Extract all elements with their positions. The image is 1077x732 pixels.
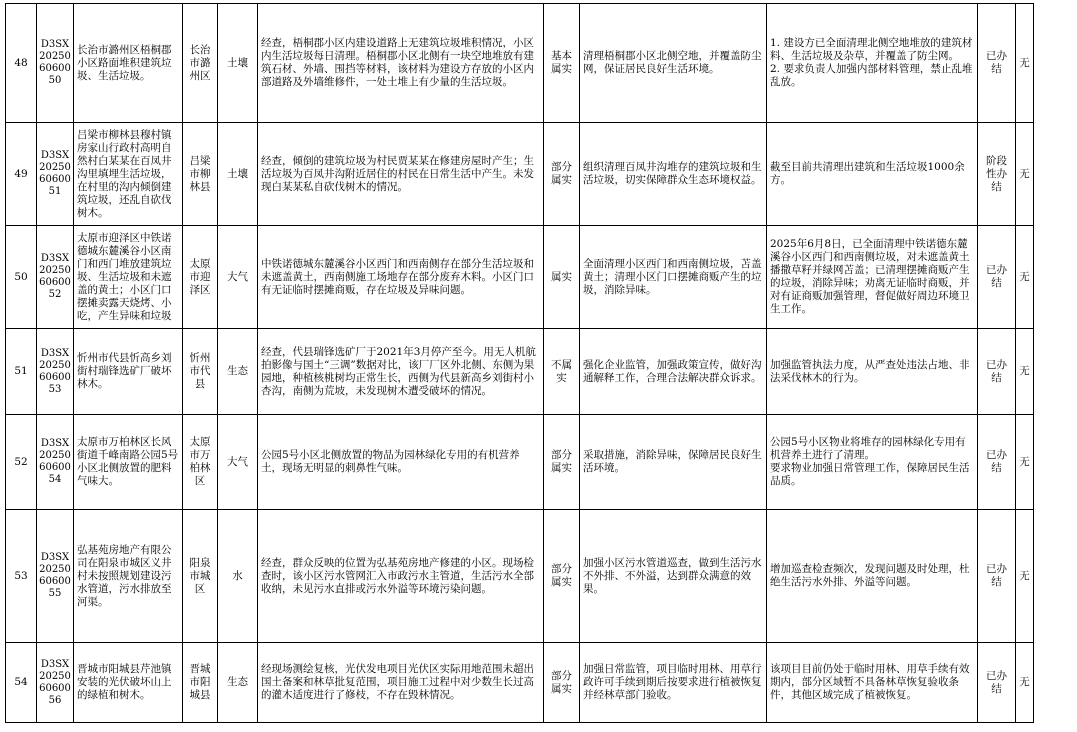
pollution-type-cell: 土壤	[218, 123, 258, 226]
case-code-cell: D3SX202506060053	[37, 329, 74, 415]
case-table	[5, 3, 1034, 723]
district-cell: 长治市潞州区	[183, 4, 218, 123]
complaint-content-cell: 弘基苑房地产有限公司在阳泉市城区义井村未按照规划建设污水管道，污水排放至河渠。	[74, 510, 183, 643]
case-number-cell: 51	[6, 329, 37, 415]
rectification-progress-cell: 加强监管执法力度，从严查处违法占地、非法采伐林木的行为。	[767, 329, 978, 415]
status-cell: 已办结	[978, 4, 1016, 123]
case-number-cell: 50	[6, 226, 37, 329]
case-number-cell: 52	[6, 415, 37, 510]
district-cell: 太原市迎泽区	[183, 226, 218, 329]
rectification-measure-cell: 强化企业监管，加强政策宣传，做好沟通解释工作，合理合法解决群众诉求。	[580, 329, 767, 415]
district-cell: 忻州市代县	[183, 329, 218, 415]
case-code-cell: D3SX202506060052	[37, 226, 74, 329]
case-code-cell: D3SX202506060054	[37, 415, 74, 510]
pollution-type-cell: 大气	[218, 415, 258, 510]
case-number-cell: 48	[6, 4, 37, 123]
complaint-content-cell: 太原市万柏林区长风街道千峰南路公园5号小区北侧放置的肥料气味大。	[74, 415, 183, 510]
case-code-cell: D3SX202506060055	[37, 510, 74, 643]
verdict-cell: 部分属实	[544, 510, 580, 643]
complaint-content-cell: 吕梁市柳林县穆村镇房家山行政村高明自然村白某某在百凤井沟里填埋生活垃圾，在村里的沟内倾倒建筑垃圾，还乱自砍伐树木。	[74, 123, 183, 226]
table-body	[6, 4, 1034, 723]
accountability-cell: 无	[1016, 123, 1034, 226]
verdict-cell: 属实	[544, 226, 580, 329]
rectification-progress-cell: 增加巡查检查频次，发现问题及时处理，杜绝生活污水外排、外溢等问题。	[767, 510, 978, 643]
accountability-cell: 无	[1016, 415, 1034, 510]
case-number-cell: 49	[6, 123, 37, 226]
investigation-finding-cell: 经现场测绘复核，光伏发电项目光伏区实际用地范围未超出国土备案和林草批复范围，项目施工过程中对少数生长过高的灌木适度进行了修枝，不存在毁林情况。	[258, 643, 544, 723]
table-row	[6, 510, 1034, 643]
status-cell: 已办结	[978, 226, 1016, 329]
district-cell: 吕梁市柳林县	[183, 123, 218, 226]
case-code-cell: D3SX202506060050	[37, 4, 74, 123]
investigation-finding-cell: 中铁诺德城东麓溪谷小区西门和西南侧存在部分生活垃圾和未遮盖黄土，西南侧施工场地存在部分废弃木料。小区门口有无证临时摆摊商贩，存在垃圾及异味问题。	[258, 226, 544, 329]
accountability-cell: 无	[1016, 510, 1034, 643]
accountability-cell: 无	[1016, 4, 1034, 123]
rectification-progress-cell: 2025年6月8日，已全面清理中铁诺德东麓溪谷小区西门和西南侧垃圾，对未遮盖黄土播撒草籽并绿网苫盖；已清理摆摊商贩产生的垃圾，消除异味；劝离无证临时商贩，并对有证商贩加强管理，督促做好周边环境卫生工作。	[767, 226, 978, 329]
verdict-cell: 基本属实	[544, 4, 580, 123]
pollution-type-cell: 大气	[218, 226, 258, 329]
rectification-progress-cell: 截至目前共清理出建筑和生活垃圾1000余方。	[767, 123, 978, 226]
status-cell: 已办结	[978, 415, 1016, 510]
rectification-measure-cell: 清理梧桐郡小区北侧空地，并覆盖防尘网，保证居民良好生活环境。	[580, 4, 767, 123]
table-row	[6, 4, 1034, 123]
rectification-measure-cell: 采取措施，消除异味，保障居民良好生活环境。	[580, 415, 767, 510]
district-cell: 晋城市阳城县	[183, 643, 218, 723]
verdict-cell: 不属实	[544, 329, 580, 415]
status-cell: 已办结	[978, 329, 1016, 415]
case-code-cell: D3SX202506060051	[37, 123, 74, 226]
district-cell: 阳泉市城区	[183, 510, 218, 643]
table-row	[6, 329, 1034, 415]
rectification-measure-cell: 全面清理小区西门和西南侧垃圾，苫盖黄土；清理小区门口摆摊商贩产生的垃圾，消除异味。	[580, 226, 767, 329]
complaint-content-cell: 太原市迎泽区中铁诺德城东麓溪谷小区南门和西门堆放建筑垃圾、生活垃圾和未遮盖的黄土；小区门口摆摊卖露天烧烤、小吃，产生异味和垃圾	[74, 226, 183, 329]
investigation-finding-cell: 经查，梧桐郡小区内建设道路上无建筑垃圾堆积情况，小区内生活垃圾每日清理。梧桐郡小区北侧有一块空地堆放有建筑石材、外墙、围挡等材料，该材料为建设方存放的小区内部道路及外墙维修件，一处土堆上有少量的生活垃圾。	[258, 4, 544, 123]
table-row	[6, 643, 1034, 723]
verdict-cell: 部分属实	[544, 123, 580, 226]
rectification-progress-cell: 公园5号小区物业将堆存的园林绿化专用有机营养土进行了清理。 要求物业加强日常管理工作，保障居民生活品质。	[767, 415, 978, 510]
pollution-type-cell: 水	[218, 510, 258, 643]
verdict-cell: 部分属实	[544, 643, 580, 723]
investigation-finding-cell: 经查，代县瑞锋选矿厂于2021年3月停产至今。用无人机航拍影像与国土“三调”数据对比，该厂厂区外北侧、东侧为果园地，种植核桃树均正常生长，西侧为代县新高乡刘街村小杏沟，南侧为荒坡，未发现树木遭受破坏的情况。	[258, 329, 544, 415]
case-number-cell: 54	[6, 643, 37, 723]
status-cell: 阶段性办结	[978, 123, 1016, 226]
rectification-measure-cell: 组织清理百凤井沟堆存的建筑垃圾和生活垃圾，切实保障群众生态环境权益。	[580, 123, 767, 226]
investigation-finding-cell: 经查，群众反映的位置为弘基苑房地产修建的小区。现场检查时，该小区污水管网汇入市政污水主管道，生活污水全部收纳，未见污水直排或污水外溢等环境污染问题。	[258, 510, 544, 643]
table-row	[6, 123, 1034, 226]
pollution-type-cell: 生态	[218, 329, 258, 415]
district-cell: 太原市万柏林区	[183, 415, 218, 510]
rectification-measure-cell: 加强小区污水管道巡查，做到生活污水不外排、不外溢，达到群众满意的效果。	[580, 510, 767, 643]
rectification-progress-cell: 1. 建设方已全面清理北侧空地堆放的建筑材料、生活垃圾及杂草，并覆盖了防尘网。 2. 要求负责人加强内部材料管理，禁止乱堆乱放。	[767, 4, 978, 123]
case-number-cell: 53	[6, 510, 37, 643]
rectification-progress-cell: 该项目目前仍处于临时用林、用草手续有效期内，部分区域暂不具备林草恢复验收条件，其他区域完成了植被恢复。	[767, 643, 978, 723]
pollution-type-cell: 生态	[218, 643, 258, 723]
complaint-content-cell: 晋城市阳城县芹池镇安装的光伏破坏山上的绿植和树木。	[74, 643, 183, 723]
complaint-content-cell: 忻州市代县忻高乡刘街村瑞锋选矿厂破坏林木。	[74, 329, 183, 415]
table-row	[6, 226, 1034, 329]
status-cell: 已办结	[978, 510, 1016, 643]
accountability-cell: 无	[1016, 226, 1034, 329]
complaint-content-cell: 长治市潞州区梧桐郡小区路面堆积建筑垃圾、生活垃圾。	[74, 4, 183, 123]
investigation-finding-cell: 经查，倾倒的建筑垃圾为村民贾某某在修建房屋时产生；生活垃圾为百凤井沟附近居住的村民在日常生活中产生。未发现白某某私自砍伐树木的情况。	[258, 123, 544, 226]
status-cell: 已办结	[978, 643, 1016, 723]
case-code-cell: D3SX202506060056	[37, 643, 74, 723]
investigation-finding-cell: 公园5号小区北侧放置的物品为园林绿化专用的有机营养土，现场无明显的刺鼻性气味。	[258, 415, 544, 510]
table-row	[6, 415, 1034, 510]
pollution-type-cell: 土壤	[218, 4, 258, 123]
accountability-cell: 无	[1016, 329, 1034, 415]
rectification-measure-cell: 加强日常监管，项目临时用林、用草行政许可手续到期后按要求进行植被恢复并经林草部门验收。	[580, 643, 767, 723]
accountability-cell: 无	[1016, 643, 1034, 723]
verdict-cell: 部分属实	[544, 415, 580, 510]
